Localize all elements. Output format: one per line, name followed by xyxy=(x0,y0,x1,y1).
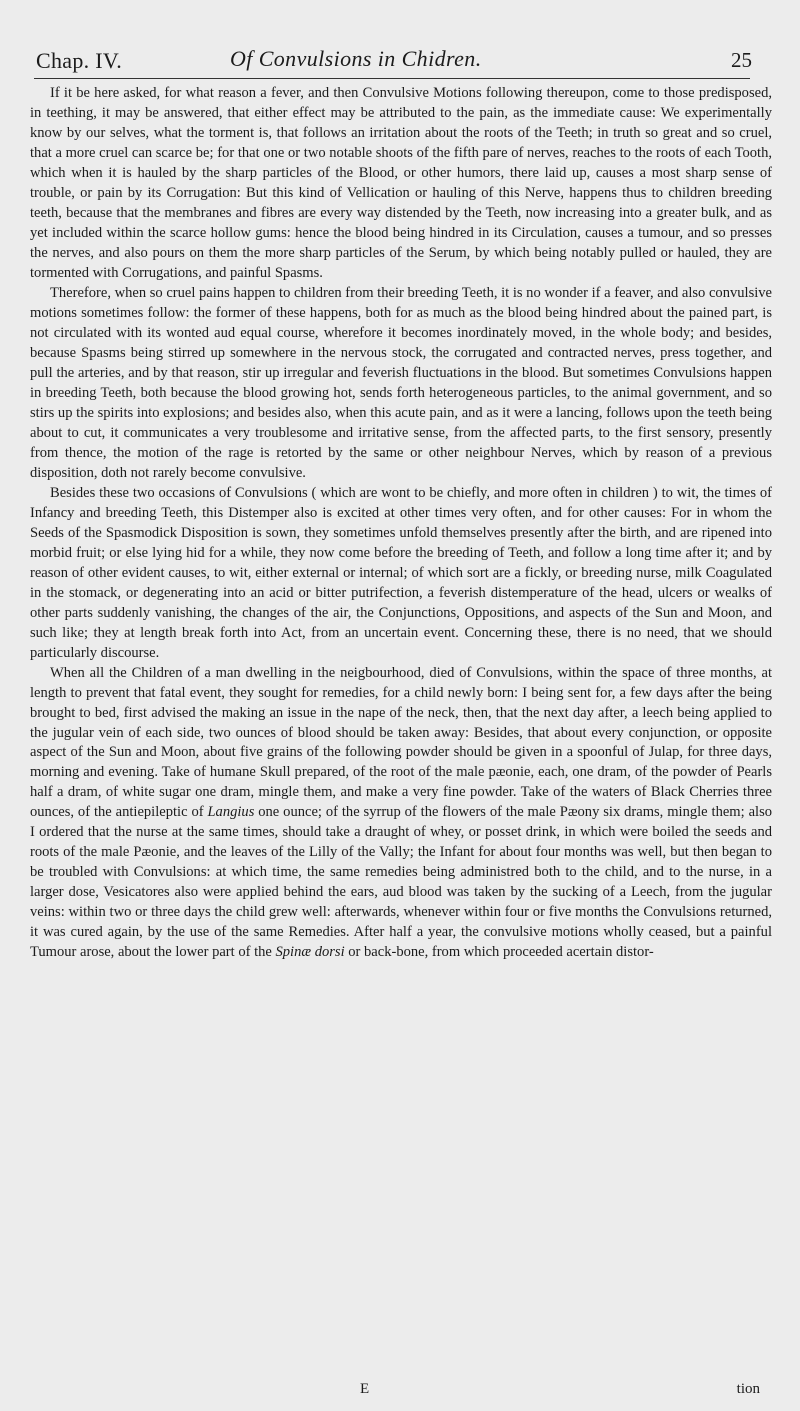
paragraph-4 xyxy=(30,664,772,964)
signature-mark: E xyxy=(360,1381,370,1397)
chapter-title: Of Convulsions in Chidren. xyxy=(230,46,482,71)
paragraph-4-end: or back-bone, from which proceeded acertain distor- xyxy=(344,944,654,961)
italic-spina-dorsi: Spinæ dorsi xyxy=(275,944,345,961)
catchword: tion xyxy=(736,1381,760,1397)
page-number: 25 xyxy=(731,48,752,72)
paragraph-4-middle: one ounce; of the syrrup of the flowers of the male Pæony six drams, mingle them; also I ordered that the nurse at the same times, should take a draught of whey, or posset drink, in which were boiled the seeds and roots of the male Pæonie, and the leaves of the Lilly of the Vally; the Infant for about four months was well, but then began to be troubled with Convulsions: at which time, the same remedies being administred both to the child, and to the nurse, in a larger dose, Vesicatores also were applied behind the ears, aud blood was taken by the sucking of a Leech, from the jugular veins: within two or three days the child grew well: afterwards, whenever within four or five months the Convulsions returned, it was cured again, by the use of the same Remedies. After half a year, the convulsive motions wholly ceased, but a painful Tumour arose, about the lower part of the xyxy=(30,804,772,961)
paragraph-1: If it be here asked, for what reason a fever, and then Convulsive Motions following thereupon, come to those predisposed, in teething, it may be answered, that either effect may be attributed to the pain, as the immediate cause: We experimentally know by our selves, what the torment is, that follows an irritation about the roots of the Teeth; in truth so great and so cruel, that a more cruel can scarce be; for that one or two notable shoots of the fifth pare of nerves, reaches to the roots of each Tooth, which when it is hauled by the sharp particles of the Blood, or other humors, there laid up, causes a most sharp sense of trouble, or pain by its Corrugation: But this kind of Vellication or hauling of this Nerve, happens thus to children breeding teeth, because that the membranes and fibres are every way distended by the Teeth, now increasing into a greater bulk, and as yet included within the scarce hollow gums: hence the blood being hindred in its Circulation, causes a tumour, and so presses the nerves, and also pours on them the more sharp particles of the Serum, by which being notably pulled or hauled, they are tormented with Corrugations, and painful Spasms. xyxy=(30,85,772,281)
paragraph-2: Therefore, when so cruel pains happen to children from their breeding Teeth, it is no wonder if a feaver, and also convulsive motions sometimes follow: the former of these happens, both for as much as the blood being hindred about the pained part, is not circulated with its wonted aud equal course, wherefore it becomes inordinately moved, in the whole body; and besides, because Spasms being stirred up somewhere in the nervous stock, the corrugated and contracted nerves, press together, and pull the arteries, and by that reason, stir up irregular and feverish fluctuations in the blood. But sometimes Convulsions happen in breeding Teeth, both because the blood growing hot, sends forth heterogeneous particles, to the animal government, and so stirs up the spirits into explosions; and besides also, when this acute pain, and as it were a lancing, follows upon the teeth being about to cut, it communicates a very troublesome and irritative sense, from the affected parts, to the first sensory, presently from thence, the motion of the rage is retorted by the same or other neighbour Nerves, which by reason of a previous disposition, doth not rarely become convulsive. xyxy=(30,284,772,481)
paragraph-3: Besides these two occasions of Convulsions ( which are wont to be chiefly, and more often in children ) to wit, the times of Infancy and breeding Teeth, this Distemper also is excited at other times very often, and for other causes: For in whom the Seeds of the Spasmodick Disposition is sown, they sometimes unfold themselves presently after the birth, and are ripened into morbid fruit; or else lying hid for a while, they now come before the breeding of Teeth, and follow a long time after it; and by reason of other evident causes, to wit, either external or internal; of which sort are a fickly, or breeding nurse, milk Coagulated in the stomack, or degenerating into an acid or bitter putrifection, a feverish distemperature of the head, ulcers or wealks of other parts suddenly vanishing, the changes of the air, the Conjunctions, Oppositions, and aspects of the Sun and Moon, and such like; they at length break forth into Act, from an uncertain event. Concerning these, there is no need, that we should particularly discourse. xyxy=(30,484,772,661)
page-footer xyxy=(0,1381,800,1405)
header-rule xyxy=(34,78,750,79)
chapter-label: Chap. IV. xyxy=(36,48,123,73)
body-text xyxy=(30,84,772,963)
italic-langius: Langius xyxy=(207,804,255,821)
paragraph-4-start: When all the Children of a man dwelling in the neigbourhood, died of Convulsions, within the space of three months, at length to prevent that fatal event, they sought for remedies, for a child newly born: I being sent for, a few days after the being brought to bed, first advised the making an issue in the nape of the neck, then, that the next day after, a leech being applied to the jugular vein of each side, two ounces of blood should be taken away: Besides, that about every conjunction, or opposite aspect of the Sun and Moon, about five grains of the following powder should be given in a spoonful of Julap, for three days, morning and evening. Take of humane Skull prepared, of the root of the male pæonie, each, one dram, of the powder of Pearls half a dram, of white sugar one dram, mingle them, and make a very fine powder. Take of the waters of Black Cherries three ounces, of the antiepileptic of xyxy=(30,664,772,821)
running-head xyxy=(30,0,772,73)
